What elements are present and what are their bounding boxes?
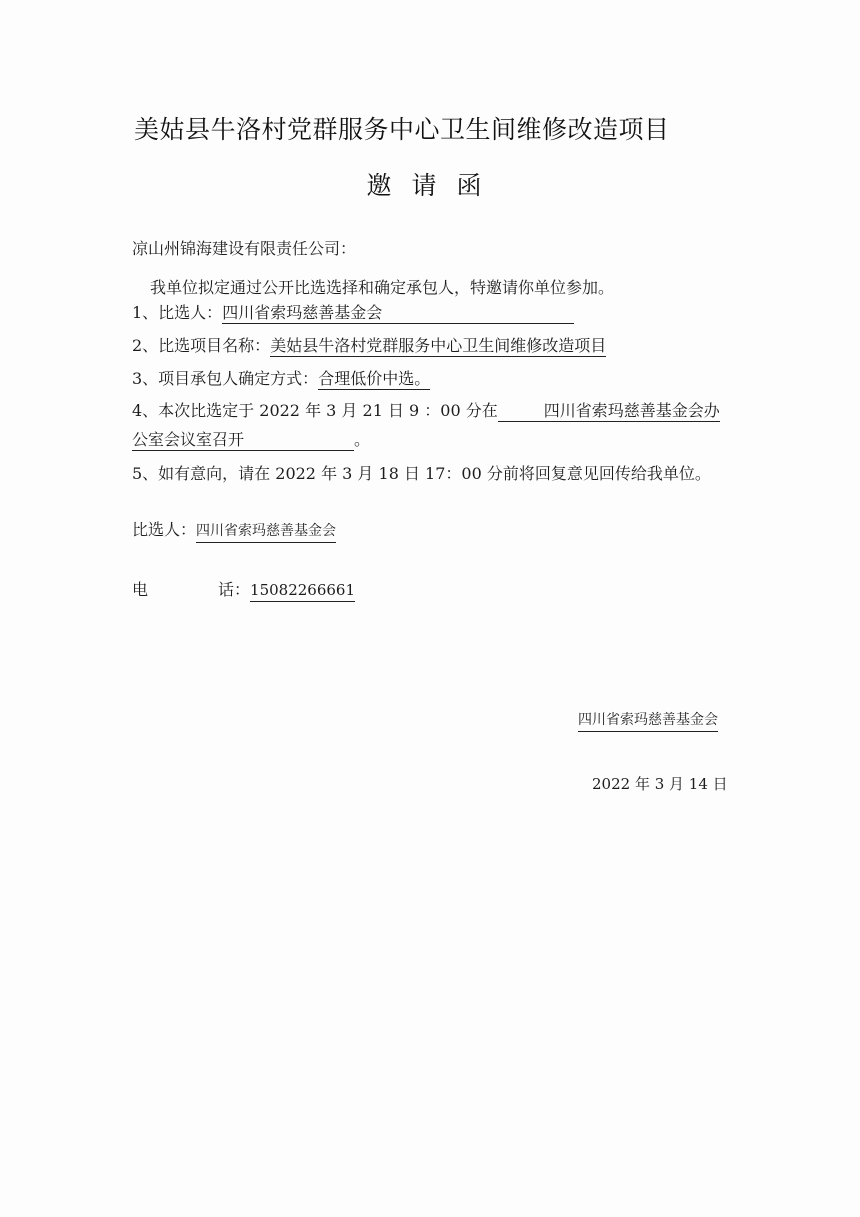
signature-bidder-value: 四川省索玛慈善基金会 (196, 522, 336, 543)
footer-organization (578, 710, 718, 732)
phone-label-left: 电 (132, 580, 149, 599)
signature-bidder (132, 520, 336, 543)
item-selection-method-label: 3、项目承包人确定方式： (132, 369, 319, 388)
item-meeting-time (132, 401, 720, 422)
phone-label-right: 话： (218, 580, 251, 599)
intro-paragraph: 我单位拟定通过公开比选选择和确定承包人，特邀请你单位参加。 (150, 278, 615, 297)
greeting: 凉山州锦海建设有限责任公司： (132, 239, 357, 258)
item-selection-method-value: 合理低价中选。 (318, 369, 431, 388)
footer-date: 2022 年 3 月 14 日 (592, 775, 728, 793)
item-meeting-place-end: 。 (354, 430, 371, 449)
item-bidder (132, 303, 574, 324)
item-meeting-place-line2: 公室会议室召开 (132, 430, 354, 451)
document-title: 美姑县牛洛村党群服务中心卫生间维修改造项目 (134, 115, 670, 144)
item-bidder-value: 四川省索玛慈善基金会 (222, 303, 574, 324)
item-bidder-label: 1、比选人： (132, 303, 223, 322)
item-reply-deadline: 5、如有意向，请在 2022 年 3 月 18 日 17：00 分前将回复意见回传给我单位。 (132, 464, 711, 483)
item-project-name (132, 336, 606, 357)
phone-number: 15082266661 (250, 581, 355, 602)
footer-organization-name: 四川省索玛慈善基金会 (578, 711, 718, 732)
signature-bidder-label: 比选人： (132, 520, 197, 539)
item-project-name-label: 2、比选项目名称： (132, 336, 271, 355)
item-project-name-value: 美姑县牛洛村党群服务中心卫生间维修改造项目 (270, 336, 607, 355)
document-subtitle: 邀请函 (366, 171, 502, 200)
item-meeting-time-label: 4、本次比选定于 2022 年 3 月 21 日 9 ：00 分在 (132, 401, 498, 420)
item-meeting-place-line1: 四川省索玛慈善基金会办 (498, 401, 720, 422)
contact-phone (132, 580, 355, 602)
item-selection-method (132, 369, 430, 390)
item-meeting-place-cont (132, 430, 370, 451)
